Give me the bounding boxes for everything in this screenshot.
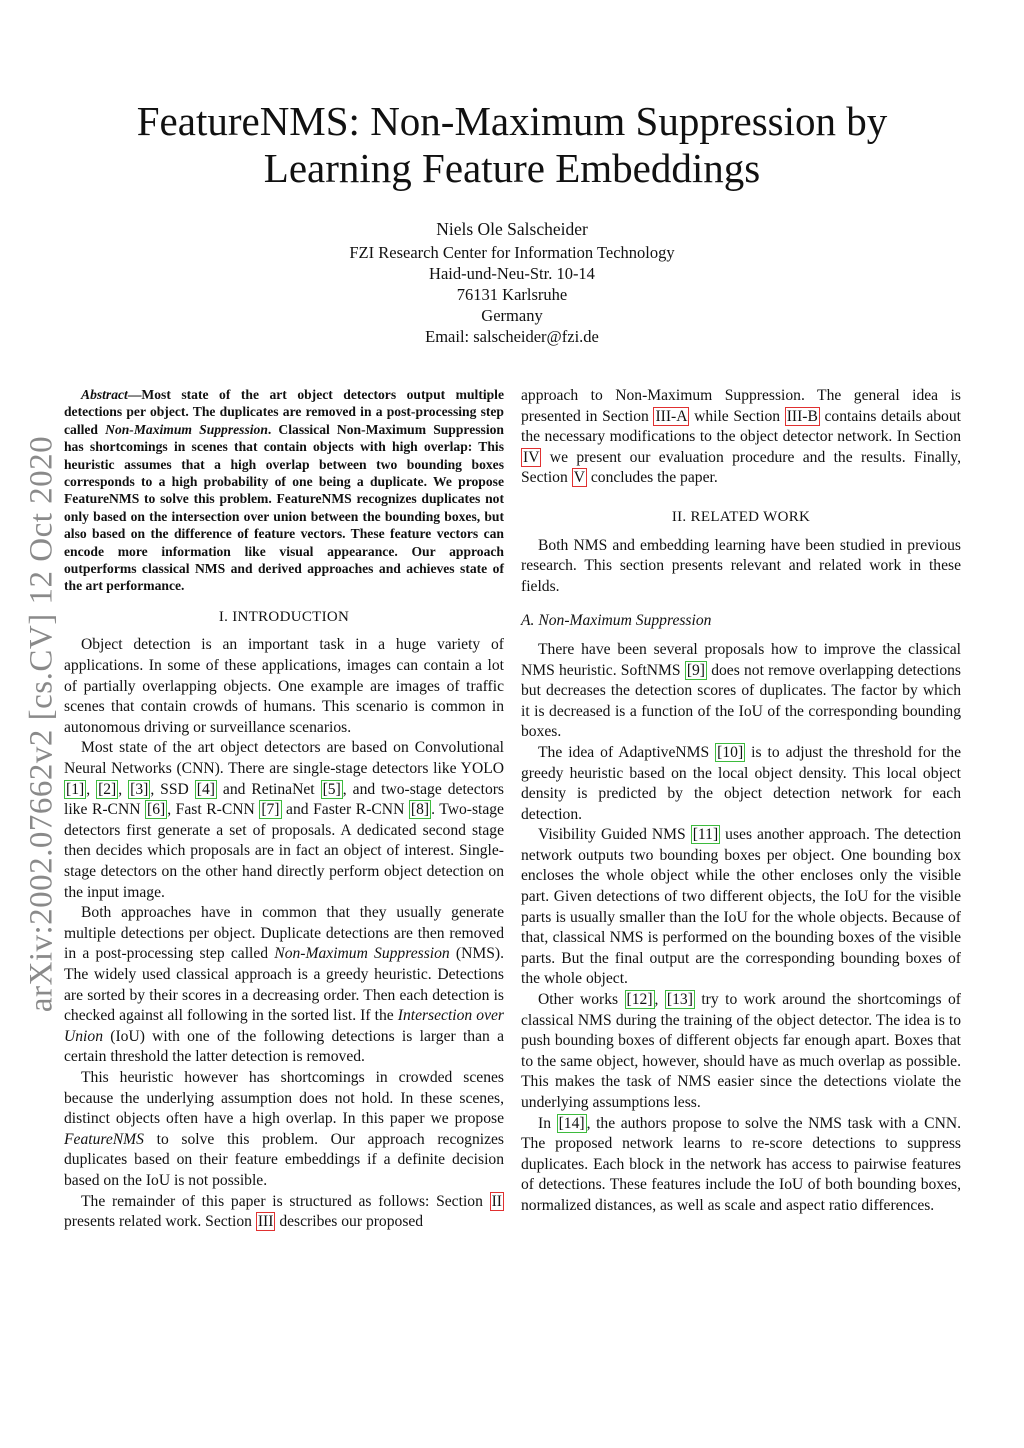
related-paragraph: There have been several proposals how to improve the classical NMS heuristic. SoftNMS [9] does not remove overlapping detections but decreases the detection scores of duplicates. The factor by which it is decreased is a function of the IoU of the corresponding bounding boxes. [521,640,961,741]
title-line-1: FeatureNMS: Non-Maximum Suppression by [136,98,888,144]
author-block [0,219,1024,347]
title-line-2: Learning Feature Embeddings [263,145,761,191]
intro-paragraph: Most state of the art object detectors are based on Convolutional Neural Networks (CNN). There are single-stage detectors like YOLO [1] , [2] , [3] , SSD [4] and RetinaNet [5] , and two-stage detectors like R-CNN [6] , Fast R-CNN [7] and Faster R-CNN [8] . Two-stage detectors first generate a set of proposals. A dedicated second stage then decides which proposals are in fact an object of interest. Single-stage detectors on the other hand directly perform object detection on the input image. [64,739,505,901]
arxiv-stamp: arXiv:2002.07662v2 [cs.CV] 12 Oct 2020 [23,435,60,1013]
author-name: Niels Ole Salscheider [436,219,588,239]
citation-link[interactable]: [1] [66,780,85,798]
intro-paragraph-continued: approach to Non-Maximum Suppression. The general idea is presented in Section III-A while Section III-B contains details about the necessary modifications to the object detector network. In Section IV we present our evaluation procedure and the results. Finally, Section V concludes the paper. [521,387,961,487]
related-paragraph: Both NMS and embedding learning have been studied in previous research. This section presents relevant and related work in these fields. [521,536,961,595]
citation-link[interactable]: [10] [717,743,744,761]
section-ref-link[interactable]: III [257,1213,274,1231]
citation-link[interactable]: [12] [626,991,653,1009]
abstract: Abstract—Most state of the art object detectors output multiple detections per object. The duplicates are removed in a post-processing step called Non-Maximum Suppression. Classical Non-Maximum Suppression has shortcomings in scenes that contain objects with high overlap: This heuristic assumes that a high overlap between two bounding boxes corresponds to a high probability of one being a duplicate. We propose FeatureNMS to solve this problem. FeatureNMS recognizes duplicates not only based on the intersection over union between the bounding boxes, but also based on the difference of feature vectors. These feature vectors can encode more information like visual appearance. Our approach outperforms classical NMS and derived approaches and achieves state of the art performance. [64,387,504,594]
author-country: Germany [481,306,543,325]
section-heading-related-work: II. RELATED WORK [671,508,811,525]
author-street: Haid-und-Neu-Str. 10-14 [429,264,595,283]
intro-paragraph: This heuristic however has shortcomings in crowded scenes because the underlying assumption does not hold. In these scenes, distinct objects often have a high overlap. In this paper we propose FeatureNMS to solve this problem. Our approach recognizes duplicates based on their feature embeddings if a definite decision based on the IoU is not possible. [64,1068,504,1189]
related-paragraph: The idea of AdaptiveNMS [10] is to adjust the threshold for the greedy heuristic based on the local object density. This local object density is predicted by the object detection network for each detection. [521,743,961,823]
citation-link[interactable]: [4] [196,780,215,798]
paper-title [0,98,1024,192]
citation-link[interactable]: [9] [686,661,705,679]
section-heading-introduction: I. INTRODUCTION [218,608,350,625]
intro-paragraph: Object detection is an important task in a huge variety of applications. In some of these applications, images can contain a lot of partially overlapping objects. One example are images of traffic scenes that contain crowds of humans. This scenario is common in autonomous driving or surveillance scenarios. [64,636,504,736]
author-affiliation: FZI Research Center for Information Technology [349,243,675,262]
section-ref-link[interactable]: II [491,1192,502,1210]
subsection-heading: A. Non-Maximum Suppression [521,612,712,630]
abstract-label: Abstract [81,387,128,402]
related-paragraph: Other works [12] , [13] try to work around the shortcomings of classical NMS during the training of the object detector. The idea is to push bounding boxes of different objects far enough apart. Boxes that to the same object, however, should have as much overlap as possible. This makes the task of NMS easier since the detections violate the underlying assumptions less. [521,991,961,1111]
left-column [64,386,504,1233]
citation-link[interactable]: [8] [410,801,430,819]
section-ref-link[interactable]: V [573,469,585,487]
section-ref-link[interactable]: III-A [655,407,688,425]
intro-paragraph: Both approaches have in common that they usually generate multiple detections per object. Duplicate detections are then removed in a post-processing step called Non-Maximum Suppression (NMS). The widely used classical approach is a greedy heuristic. Detections are sorted by their scores in a decreasing order. Then each detection is checked against all following in the sorted list. If the Intersection over Union (IoU) with one of the following detections is larger than a certain threshold the latter detection is removed. [64,904,505,1066]
citation-link[interactable]: [5] [322,780,341,798]
citation-link[interactable]: [3] [130,780,149,798]
right-column [521,386,961,1217]
author-city: 76131 Karlsruhe [456,285,568,304]
intro-paragraph: The remainder of this paper is structured as follows: Section II presents related work. Section III describes our proposed [64,1192,502,1231]
citation-link[interactable]: [7] [261,801,280,819]
related-paragraph: In [14] , the authors propose to solve the NMS task with a CNN. The proposed network learns to re-score detections to suppress duplicates. Each block in the network has access to pairwise features of detections. These features include the IoU of both bounding boxes, normalized distances, as well as scale and aspect ratio differences. [521,1114,962,1214]
related-paragraph: Visibility Guided NMS [11] uses another approach. The detection network outputs two bounding boxes per object. One bounding box encloses the whole object while the other encloses only the visible part. Given detections of two different objects, the IoU for the visible parts is usually smaller than the IoU for the whole objects. Because of that, classical NMS is performed on the bounding boxes of the visible parts. But the final output are the corresponding bounding boxes of the whole object. [521,826,961,988]
section-ref-link[interactable]: III-B [786,407,818,425]
citation-link[interactable]: [6] [147,801,166,819]
citation-link[interactable]: [13] [666,991,693,1009]
section-ref-link[interactable]: IV [523,448,540,466]
citation-link[interactable]: [2] [98,780,117,798]
citation-link[interactable]: [11] [692,826,719,844]
citation-link[interactable]: [14] [558,1114,585,1132]
author-email: Email: salscheider@fzi.de [425,327,599,346]
